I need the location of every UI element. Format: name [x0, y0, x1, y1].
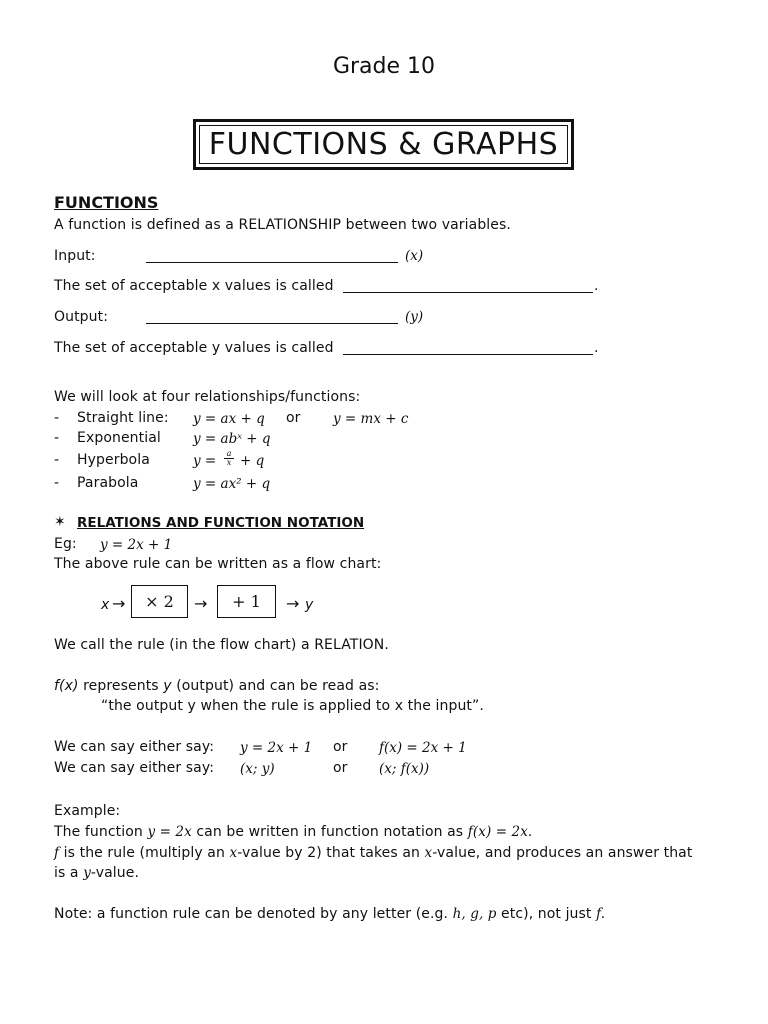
- example-line-1-a: The function: [54, 824, 143, 840]
- list-item-or: or: [286, 410, 301, 426]
- domain-blank[interactable]: [343, 278, 593, 297]
- relationships-intro: We will look at four relationships/functions:: [54, 389, 361, 405]
- example-formula-2: f(x) = 2x.: [467, 824, 533, 840]
- example-x-symbol: x: [424, 845, 433, 861]
- arrow-right-icon: →: [112, 594, 126, 613]
- example-line-3-a: is a: [54, 865, 79, 881]
- say-formula-a: y = 2x + 1: [240, 740, 313, 756]
- list-item-name: Exponential: [77, 430, 161, 446]
- eg-formula: y = 2x + 1: [100, 537, 173, 553]
- example-x-symbol: x: [229, 845, 238, 861]
- example-line-3: [54, 865, 139, 881]
- list-item-alt-formula: y = mx + c: [333, 411, 409, 427]
- example-formula-1: y = 2x: [147, 824, 192, 840]
- arrow-right-icon: →: [194, 594, 208, 613]
- eg-label: Eg:: [54, 536, 77, 552]
- flow-box-multiply: [131, 585, 188, 618]
- example-line-2-b: -value by 2) that takes an: [237, 845, 420, 861]
- hyperbola-fraction: [224, 450, 234, 467]
- output-variable: (y): [405, 309, 424, 325]
- say-formula-a: (x; y): [240, 761, 275, 777]
- say-formula-b: f(x) = 2x + 1: [379, 740, 467, 756]
- fx-line: [54, 678, 379, 694]
- example-line-1-b: can be written in function notation as: [196, 824, 464, 840]
- star-bullet-icon: ✶: [54, 514, 66, 530]
- list-dash: -: [54, 430, 60, 446]
- list-item-formula-suffix: + q: [240, 453, 265, 469]
- example-label: Example:: [54, 803, 121, 819]
- fx-y-symbol: y: [163, 678, 172, 694]
- list-dash: -: [54, 452, 60, 468]
- domain-period: .: [594, 278, 599, 294]
- range-blank[interactable]: [343, 340, 593, 359]
- note-line-a: Note: a function rule can be denoted by any letter (e.g.: [54, 906, 449, 922]
- functions-heading: FUNCTIONS: [54, 193, 159, 212]
- example-line-1: [54, 824, 532, 840]
- list-dash: -: [54, 475, 60, 491]
- say-formula-b: (x; f(x)): [379, 761, 430, 777]
- flow-box-add: [217, 585, 276, 618]
- flow-output: y: [305, 597, 314, 613]
- output-label: Output:: [54, 309, 109, 325]
- input-blank[interactable]: [146, 248, 398, 267]
- input-variable: (x): [405, 248, 424, 264]
- flow-box-multiply-label: × 2: [145, 592, 174, 611]
- example-line-3-b: -value.: [90, 865, 139, 881]
- fx-line-mid: represents: [83, 678, 159, 694]
- fraction-denominator: x: [224, 458, 234, 467]
- title-inner-border: [199, 125, 568, 164]
- quote-line: “the output y when the rule is applied to x the input”.: [101, 698, 484, 714]
- example-y-symbol: y: [83, 865, 91, 881]
- relation-line: We call the rule (in the flow chart) a RELATION.: [54, 637, 389, 653]
- say-or: or: [333, 739, 348, 755]
- list-item-formula: y = ax² + q: [193, 476, 271, 492]
- note-letters: h, g, p: [452, 906, 497, 922]
- flow-input: x: [101, 597, 110, 613]
- range-line: The set of acceptable y values is called: [54, 340, 334, 356]
- page-title: FUNCTIONS & GRAPHS: [208, 127, 559, 162]
- fraction-numerator: a: [226, 449, 232, 458]
- arrow-right-icon: →: [286, 594, 300, 613]
- function-definition: A function is defined as a RELATIONSHIP between two variables.: [54, 217, 511, 233]
- list-item-name: Straight line:: [77, 410, 169, 426]
- say-label: We can say either say:: [54, 760, 215, 776]
- note-line: [54, 906, 605, 922]
- note-line-b: etc), not just: [501, 906, 592, 922]
- title-box: [193, 119, 574, 170]
- fx-line-end: (output) and can be read as:: [176, 678, 380, 694]
- list-item-formula-prefix: y =: [193, 453, 217, 469]
- range-period: .: [594, 340, 599, 356]
- flow-intro: The above rule can be written as a flow chart:: [54, 556, 382, 572]
- say-or: or: [333, 760, 348, 776]
- list-item-name: Parabola: [77, 475, 139, 491]
- domain-line: The set of acceptable x values is called: [54, 278, 334, 294]
- input-label: Input:: [54, 248, 96, 264]
- grade-heading: Grade 10: [332, 54, 436, 79]
- list-item-formula: y = ax + q: [193, 411, 265, 427]
- example-line-2: [54, 845, 692, 861]
- say-label: We can say either say:: [54, 739, 215, 755]
- example-line-2-a: is the rule (multiply an: [63, 845, 225, 861]
- relations-heading: RELATIONS AND FUNCTION NOTATION: [77, 515, 365, 531]
- example-line-2-c: -value, and produces an answer that: [432, 845, 693, 861]
- example-f-symbol: f: [54, 845, 60, 861]
- fx-symbol: f(x): [54, 678, 79, 694]
- note-f-symbol: f.: [596, 906, 606, 922]
- output-blank[interactable]: [146, 309, 398, 328]
- list-item-formula: y = abˣ + q: [193, 431, 271, 447]
- list-dash: -: [54, 410, 60, 426]
- flow-box-add-label: + 1: [232, 592, 261, 611]
- list-item-name: Hyperbola: [77, 452, 150, 468]
